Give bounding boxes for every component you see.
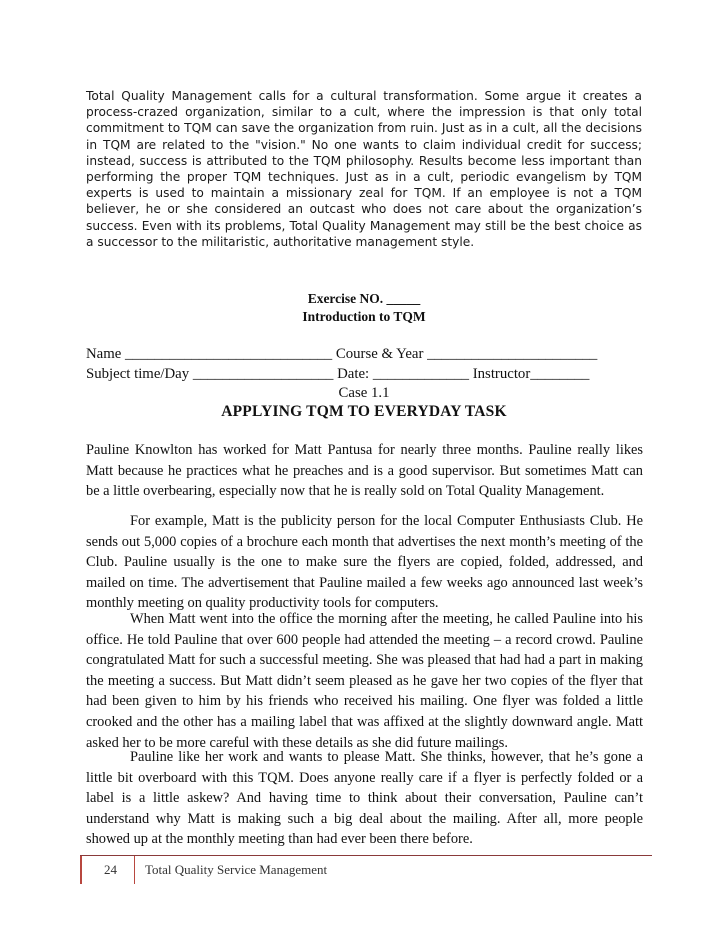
case-label: Case 1.1 [338, 385, 390, 401]
form-name-course-line: Name ____________________________ Course & Year _______________________ [86, 346, 598, 362]
footer-rule [80, 855, 652, 856]
exercise-number: Exercise NO. _____ [307, 291, 421, 306]
footer-running-title: Total Quality Service Management [145, 862, 328, 877]
exercise-title: Introduction to TQM [302, 309, 426, 324]
form-subject-date-instructor-line: Subject time/Day ___________________ Date: _____________ Instructor________ [86, 366, 590, 382]
intro-paragraph: Total Quality Management calls for a cultural transformation. Some argue it creates a process-crazed organization, similar to a cult, where the impression is that only total commitment to TQM can save the organization from ruin. Just as in a cult, all the decisions in TQM are related to the "vision." No one wants to claim individual credit for success; instead, success is attributed to the TQM philosophy. Results become less important than performing the proper TQM techniques. Just as in a cult, periodic evangelism by TQM experts is used to maintain a missionary zeal for TQM. If an employee is not a TQM believer, he or she considered an outcast who does not care about the organization’s success. Even with its problems, Total Quality Management may still be the best choice as a successor to the militaristic, authoritative management style. [86, 89, 642, 249]
case-title: APPLYING TQM TO EVERYDAY TASK [221, 403, 507, 420]
case-paragraph-2: For example, Matt is the publicity person for the local Computer Enthusiasts Club. He sends out 5,000 copies of a brochure each month that advertises the next month’s meeting of the Club. Pauline usually is the one to make sure the flyers are copied, folded, addressed, and mailed on time. The advertisement that Pauline mailed a few weeks ago announced last week’s monthly meeting on quality productivity tools for computers. [86, 513, 643, 612]
case-paragraph-3: When Matt went into the office the morning after the meeting, he called Pauline into his office. He told Pauline that over 600 people had attended the meeting – a record crowd. Pauline congratulated Matt for such a successful meeting. She was pleased that had had a part in making the meeting a success. But Matt didn’t seem pleased as he gave her two copies of the flyer that had been given to him by his friends who received his mailing. One flyer was folded a little crooked and the other has a mailing label that was affixed at the slightly downward angle. Matt asked her to be more careful with these details as she did future mailings. [86, 611, 643, 751]
page-number: 24 [104, 862, 117, 877]
case-paragraph-4: Pauline like her work and wants to please Matt. She thinks, however, that he’s gone a little bit overboard with this TQM. Does anyone really care if a flyer is perfectly folded or a label is a little askew? And having time to think about their conversation, Pauline can’t understand why Matt is making such a big deal about the mailing. After all, more people showed up at the monthly meeting than had ever been there before. [86, 749, 643, 848]
case-paragraph-1: Pauline Knowlton has worked for Matt Pantusa for nearly three months. Pauline really likes Matt because he practices what he preaches and is a good supervisor. But sometimes Matt can be a little overbearing, especially now that he is really sold on Total Quality Management. [86, 442, 643, 500]
footer-divider [134, 856, 135, 884]
